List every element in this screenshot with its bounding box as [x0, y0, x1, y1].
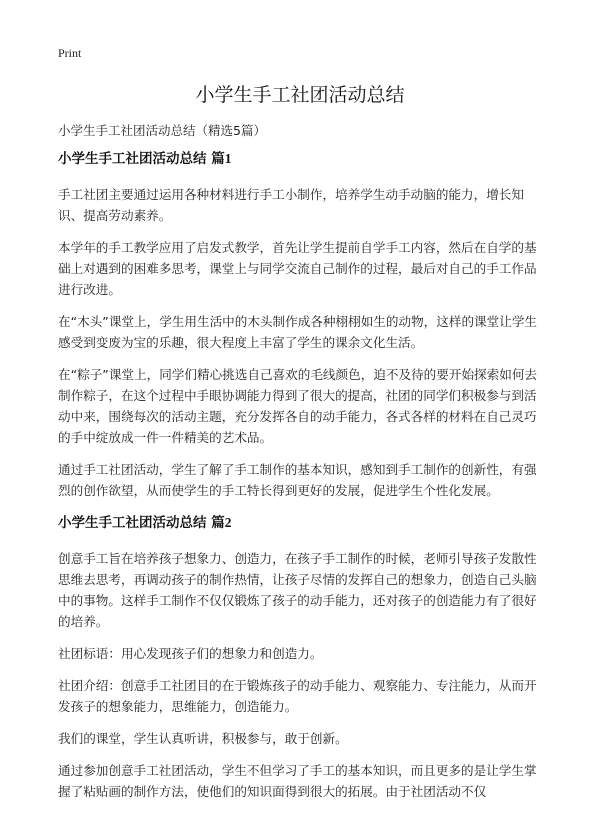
section-heading-text: 小学生手工社团活动总结 篇	[58, 151, 225, 167]
paragraph: 通过手工社团活动，学生了解了手工制作的基本知识，感知到手工制作的创新性，有强烈的创作欲望，从而使学生的手工特长得到更好的发展，促进学生个性化发展。	[58, 462, 537, 498]
paragraph: 在“粽子”课堂上，同学们精心挑选自己喜欢的毛线颜色，迫不及待的要开始探索如何去制作粽子，在这个过程中手眼协调能力得到了很大的提高，社团的同学们积极参与到活动中来，围绕每次的活动主题，充分发挥各自的动手能力，各式各样的材料在自己灵巧的手中绽放成一件一件精美的艺术品。	[58, 367, 538, 445]
paragraph: 我们的课堂，学生认真听讲，积极参与，敢于创新。	[58, 731, 348, 746]
section-heading-text: 小学生手工社团活动总结 篇	[58, 515, 225, 531]
paragraph: 社团介绍：创意手工社团目的在于锻炼孩子的动手能力、观察能力、专注能力，从而开发孩子的想象能力，思维能力，创造能力。	[58, 678, 537, 714]
paragraph: 通过参加创意手工社团活动，学生不但学习了手工的基本知识，而且更多的是让学生掌握了粘贴画的制作方法，使他们的知识面得到很大的拓展。由于社团活动不仅	[58, 763, 537, 799]
print-label[interactable]: Print	[58, 46, 82, 60]
document-body	[58, 148, 544, 813]
paragraph: 手工社团主要通过运用各种材料进行手工小制作，培养学生动手动脑的能力，增长知识、提高劳动素养。	[58, 187, 524, 223]
paragraph: 本学年的手工教学应用了启发式教学，首先让学生提前自学手工内容，然后在自学的基础上对遇到的困难多思考，课堂上与同学交流自己制作的过程，最后对自己的手工作品进行改进。	[58, 240, 537, 297]
document-subtitle: 小学生手工社团活动总结（精选5篇）	[58, 123, 266, 138]
paragraph: 创意手工旨在培养孩子想象力、创造力，在孩子手工制作的时候，老师引导孩子发散性思维去思考，再调动孩子的制作热情，让孩子尽情的发挥自己的想象力，创造自己头脑中的事物。这样手工制作不仅仅锻炼了孩子的动手能力，还对孩子的创造能力有了很好的培养。	[58, 551, 537, 629]
section-heading-number: 1	[224, 151, 232, 166]
section-heading-number: 2	[224, 515, 232, 530]
paragraph: 在“木头”课堂上，学生用生活中的木头制作成各种栩栩如生的动物，这样的课堂让学生感受到变废为宝的乐趣，很大程度上丰富了学生的课余文化生活。	[58, 314, 538, 350]
page-title: 小学生手工社团活动总结	[195, 84, 405, 106]
paragraph: 社团标语：用心发现孩子们的想象力和创造力。	[58, 646, 323, 661]
section-heading	[58, 512, 544, 534]
section-heading	[58, 148, 544, 170]
